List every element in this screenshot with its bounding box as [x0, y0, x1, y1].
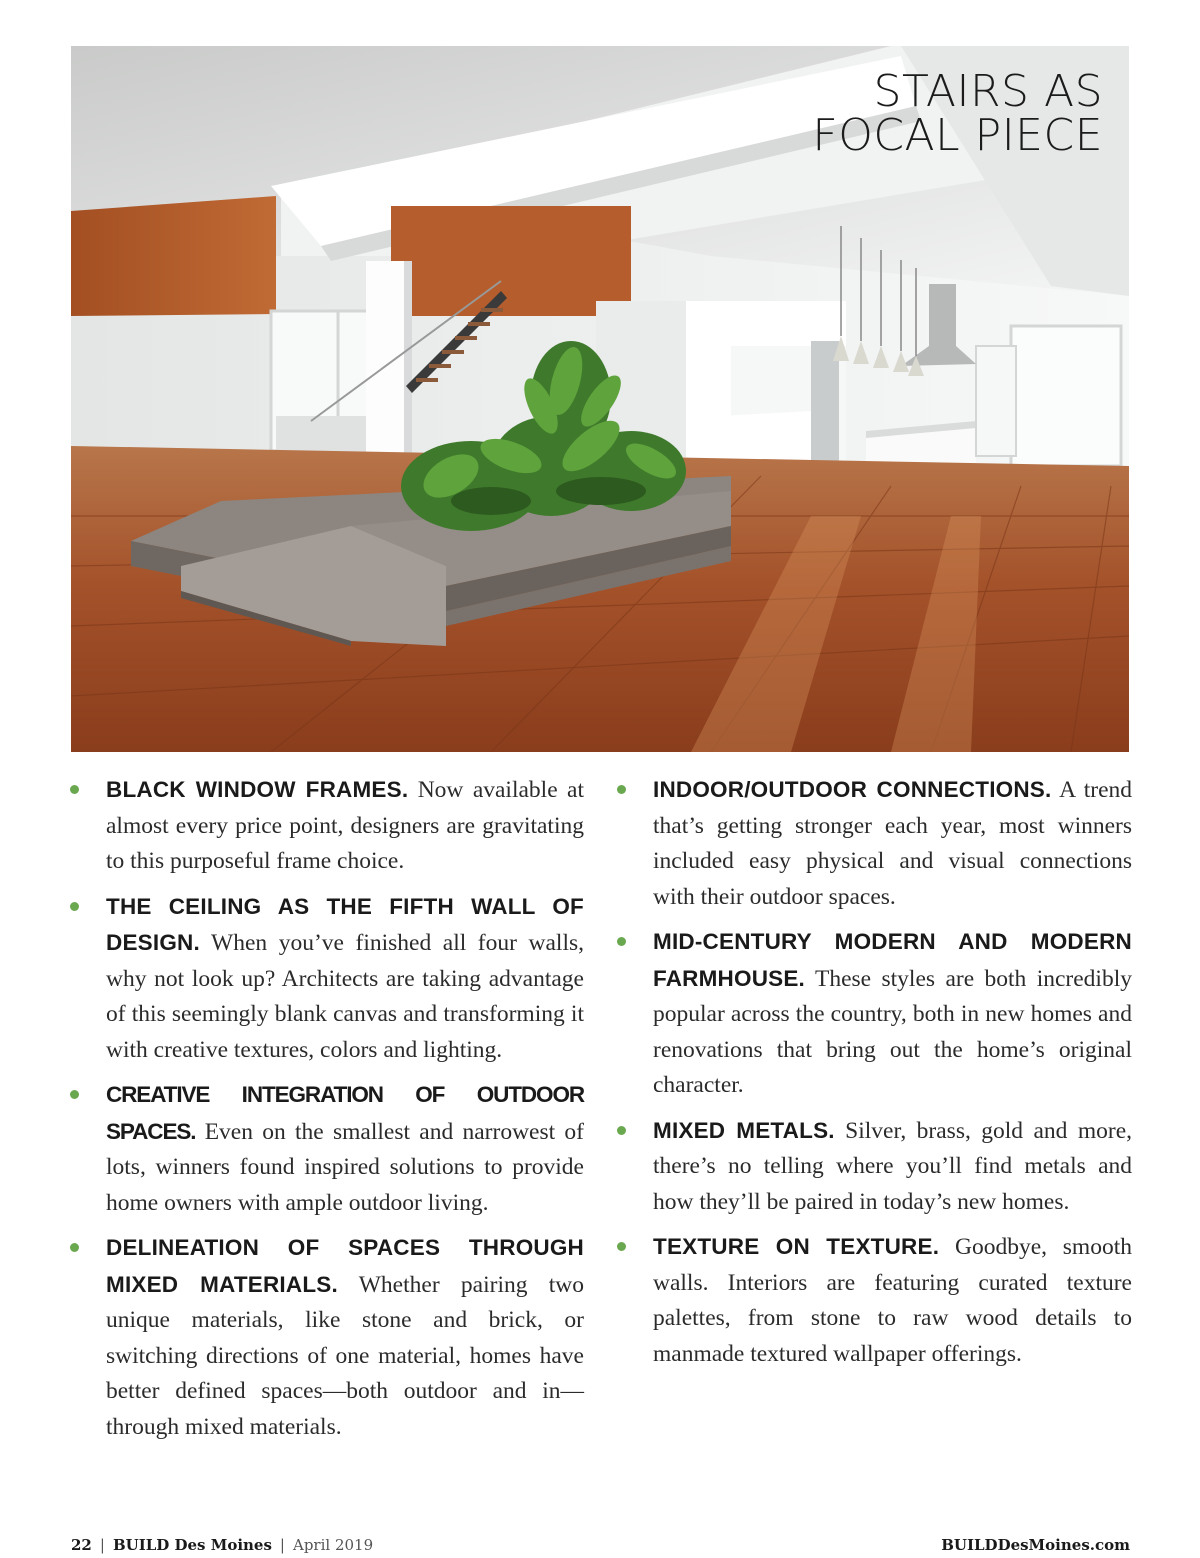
bullet-icon	[70, 1090, 79, 1099]
bullet-icon	[617, 937, 626, 946]
trend-text: Even on the smallest and narrowest of lots, winners found inspired solutions to provide home owners with ample outdoor living.	[106, 1118, 584, 1216]
trend-item-outdoor-integration	[70, 1077, 584, 1221]
trend-text: Silver, brass, gold and more, there’s no telling where you’ll find metals and how they’ll be paired in today’s new homes.	[653, 1117, 1133, 1215]
trend-text: These styles are both incredibly popular across the country, both in new homes and renovations that bring out the home’s original character.	[653, 965, 1132, 1098]
left-column	[70, 772, 584, 1454]
trend-item-texture-on-texture	[617, 1229, 1132, 1372]
trend-heading: BLACK WINDOW FRAMES.	[106, 777, 409, 802]
trend-text: Whether pairing two unique materials, like stone and brick, or switching directions of one material, homes have better defined spaces—both outdoor and in—through mixed materials.	[106, 1271, 584, 1440]
trend-item-black-window-frames	[70, 772, 584, 880]
issue-date: April 2019	[292, 1536, 374, 1554]
footer-separator: |	[279, 1536, 285, 1554]
trend-item-mixed-materials	[70, 1230, 584, 1445]
page-number: 22	[71, 1536, 92, 1554]
trend-item-ceiling-fifth-wall	[70, 889, 584, 1069]
trend-heading: TEXTURE ON TEXTURE.	[653, 1234, 940, 1259]
trend-heading: CREATIVE INTEGRATION OF OUTDOOR SPACES.	[106, 1082, 584, 1144]
hero-image	[71, 46, 1129, 752]
footer-separator: |	[99, 1536, 105, 1554]
website-link[interactable]: BUILDDesMoines.com	[941, 1536, 1130, 1554]
trend-text: Now available at almost every price point, designers are gravitating to this purposeful frame choice.	[106, 777, 584, 874]
hero-title-line-2: FOCAL PIECE	[812, 110, 1103, 161]
trend-item-indoor-outdoor	[617, 772, 1132, 915]
bullet-icon	[70, 1243, 79, 1252]
bullet-icon	[617, 1126, 626, 1135]
page-footer	[71, 1536, 1130, 1558]
trend-item-mid-century-farmhouse	[617, 924, 1132, 1104]
trend-heading: DELINEATION OF SPACES THROUGH MIXED MATERIALS.	[106, 1235, 584, 1297]
right-column	[617, 772, 1132, 1381]
publication-name: BUILD Des Moines	[112, 1536, 272, 1554]
trend-text: When you’ve finished all four walls, why not look up? Architects are taking advantage of this seemingly blank canvas and transforming it with creative textures, colors and lighting.	[106, 930, 584, 1063]
hero-title	[812, 66, 1103, 161]
trend-heading: MID-CENTURY MODERN AND MODERN FARMHOUSE.	[653, 929, 1132, 991]
trend-text: Goodbye, smooth walls. Interiors are featuring curated texture palettes, from stone to raw wood details to manmade textured wallpaper offerings.	[653, 1234, 1132, 1367]
hero-title-line-1: STAIRS AS	[873, 66, 1103, 117]
trend-heading: THE CEILING AS THE FIFTH WALL OF DESIGN.	[106, 893, 584, 955]
bullet-icon	[617, 1242, 626, 1251]
trend-heading: MIXED METALS.	[653, 1117, 835, 1143]
bullet-icon	[70, 785, 79, 794]
trend-item-mixed-metals	[617, 1113, 1132, 1221]
bullet-icon	[617, 785, 626, 794]
footer-left	[71, 1536, 373, 1554]
bullet-icon	[70, 902, 79, 911]
trend-text: A trend that’s getting stronger each year, most winners included easy physical and visual connections with their outdoor spaces.	[653, 777, 1132, 910]
trend-heading: INDOOR/OUTDOOR CONNECTIONS.	[653, 777, 1052, 802]
